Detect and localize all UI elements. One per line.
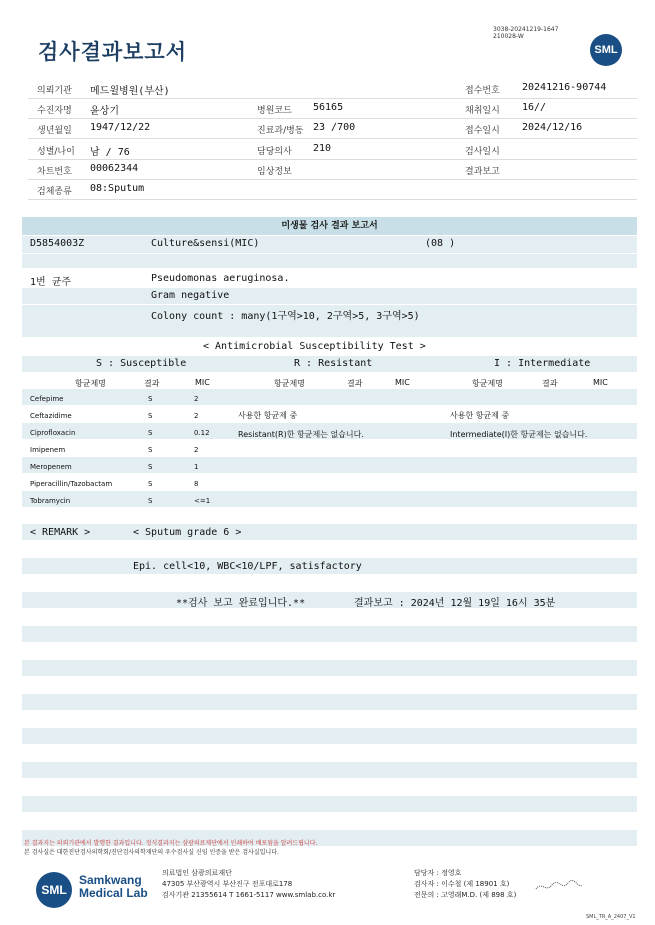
field-value: 08:Sputum [90, 183, 145, 194]
report-code-line1: 3038-20241219-1647 [493, 26, 559, 33]
field-value: 00062344 [90, 163, 139, 174]
colony-count: Colony count : many(1구역>10, 2구역>5, 3구역>5) [151, 311, 420, 322]
drug-name: Piperacillin/Tazobactam [30, 480, 113, 488]
field-value: 남 / 76 [90, 147, 130, 158]
field-value: 16// [522, 102, 547, 113]
footer-org [162, 868, 335, 901]
legend-susceptible: S : Susceptible [96, 358, 187, 369]
field-value: 56165 [313, 102, 344, 113]
drug-mic: 2 [194, 412, 199, 420]
remark-detail: Epi. cell<10, WBC<10/LPF, satisfactory [133, 561, 362, 572]
staff-row-3 [414, 890, 516, 901]
staff-row-2 [414, 879, 516, 890]
field-value: 210 [313, 143, 332, 154]
report-code [493, 26, 558, 40]
sml-footer-logo-icon: SML [36, 872, 72, 908]
gram-stain: Gram negative [151, 290, 230, 301]
row-divider [28, 199, 637, 200]
sml-logo-icon: SML [590, 34, 622, 66]
staff-label: 검사자 : [414, 880, 439, 888]
field-label: 결과보고 [465, 167, 500, 177]
drug-name: Imipenem [30, 446, 66, 454]
col-mic-header: MIC [195, 378, 210, 387]
drug-name: Tobramycin [30, 497, 71, 505]
field-value: 메드윌병원(부산) [90, 86, 170, 97]
drug-mic: 2 [194, 395, 199, 403]
signature-icon [534, 879, 584, 895]
field-value: 윤상기 [90, 106, 119, 117]
legend-resistant: R : Resistant [294, 358, 373, 369]
field-label: 임상정보 [257, 167, 292, 177]
row-divider [28, 98, 637, 99]
drug-mic: 2 [194, 446, 199, 454]
row-divider [28, 159, 637, 160]
col-drug-header: 항균제명 [75, 379, 106, 388]
field-value: 2024/12/16 [522, 122, 583, 133]
organism-name: Pseudomonas aeruginosa. [151, 273, 290, 284]
staff-name: 고영래M.D. (제 898 호) [441, 891, 517, 899]
col-mic-header: MIC [395, 378, 410, 387]
drug-result: S [148, 480, 153, 488]
staff-name: 정영호 [441, 869, 462, 877]
drug-result: S [148, 446, 153, 454]
col-mic-header: MIC [593, 378, 608, 387]
report-code-line2: 210028-W [493, 33, 524, 40]
disclaimer-2: 본 검사실은 대한진단검사의학회/진단검사의학재단의 우수검사실 신임 인증을 받은 검사실입니다. [24, 849, 279, 856]
field-value: 23 /700 [313, 122, 356, 133]
field-label: 검사일시 [465, 147, 500, 157]
org-contact: 검사기관 21355614 T 1661-5117 www.smlab.co.kr [162, 891, 336, 899]
remark-grade: < Sputum grade 6 > [133, 527, 242, 538]
staff-name: 이수철 (제 18901 호) [441, 880, 510, 888]
drug-result: S [148, 429, 153, 437]
micro-section-title: 미생물 검사 결과 보고서 [22, 217, 637, 235]
col-drug-header: 항균제명 [274, 379, 305, 388]
field-label: 접수번호 [465, 86, 500, 96]
report-complete: **검사 보고 완료입니다.** [176, 598, 306, 609]
staff-label: 담당자 : [414, 869, 439, 877]
field-label: 의뢰기관 [37, 86, 72, 96]
resistant-note-1: 사용한 항균제 중 [238, 411, 298, 420]
drug-result: S [148, 497, 153, 505]
ast-title: < Antimicrobial Susceptibility Test > [203, 341, 426, 352]
drug-name: Ceftazidime [30, 412, 72, 420]
field-label: 접수일시 [465, 126, 500, 136]
drug-mic: 8 [194, 480, 199, 488]
col-drug-header: 항균제명 [472, 379, 503, 388]
test-code: (08 ) [425, 238, 456, 249]
drug-mic: 1 [194, 463, 199, 471]
row-divider [28, 118, 637, 119]
col-result-header: 결과 [542, 379, 558, 388]
field-label: 병원코드 [257, 106, 292, 116]
drug-name: Meropenem [30, 463, 72, 471]
disclaimer-1: 본 결과지는 의뢰기관에서 발행한 결과입니다. 정식결과지는 삼광의료재단에서 인쇄하여 배포됨을 알려드립니다. [24, 840, 318, 847]
legend-intermediate: I : Intermediate [494, 358, 591, 369]
field-label: 성별/나이 [37, 147, 75, 157]
col-result-header: 결과 [144, 379, 160, 388]
remark-label: < REMARK > [30, 527, 91, 538]
field-label: 채취일시 [465, 106, 500, 116]
field-label: 담당의사 [257, 147, 292, 157]
intermediate-note-2: Intermediate(I)한 항균제는 없습니다. [450, 430, 588, 439]
field-label: 검체종류 [37, 187, 72, 197]
drug-result: S [148, 395, 153, 403]
drug-result: S [148, 463, 153, 471]
drug-result: S [148, 412, 153, 420]
drug-name: Cefepime [30, 395, 64, 403]
org-name: 의료법인 삼광의료재단 [162, 869, 232, 877]
organism-label: 1번 균주 [30, 277, 72, 288]
drug-mic: <=1 [194, 497, 211, 505]
field-label: 생년월일 [37, 126, 72, 136]
col-result-header: 결과 [347, 379, 363, 388]
drug-mic: 0.12 [194, 429, 210, 437]
brand-line1: Samkwang [79, 873, 142, 887]
test-name: Culture&sensi(MIC) [151, 238, 260, 249]
drug-name: Ciprofloxacin [30, 429, 76, 437]
org-address: 47305 부산광역시 부산진구 전포대로178 [162, 880, 293, 888]
field-label: 차트번호 [37, 167, 72, 177]
intermediate-note-1: 사용한 항균제 중 [450, 411, 510, 420]
field-value: 20241216-90744 [522, 82, 607, 93]
field-label: 진료과/병동 [257, 126, 304, 136]
footer-staff [414, 868, 516, 901]
staff-label: 전문의 : [414, 891, 439, 899]
resistant-note-2: Resistant(R)한 항균제는 없습니다. [238, 430, 364, 439]
field-value: 1947/12/22 [90, 122, 151, 133]
footer-brand [79, 874, 148, 900]
report-title: 검사결과보고서 [38, 40, 188, 64]
field-label: 수진자명 [37, 106, 72, 116]
row-divider [28, 179, 637, 180]
test-id: D5854003Z [30, 238, 85, 249]
report-time: 결과보고 : 2024년 12월 19일 16시 35분 [354, 598, 556, 609]
row-divider [28, 138, 637, 139]
staff-row-1 [414, 868, 516, 879]
form-code: SML_TR_A_2407_V1 [586, 914, 636, 920]
brand-line2: Medical Lab [79, 886, 148, 900]
